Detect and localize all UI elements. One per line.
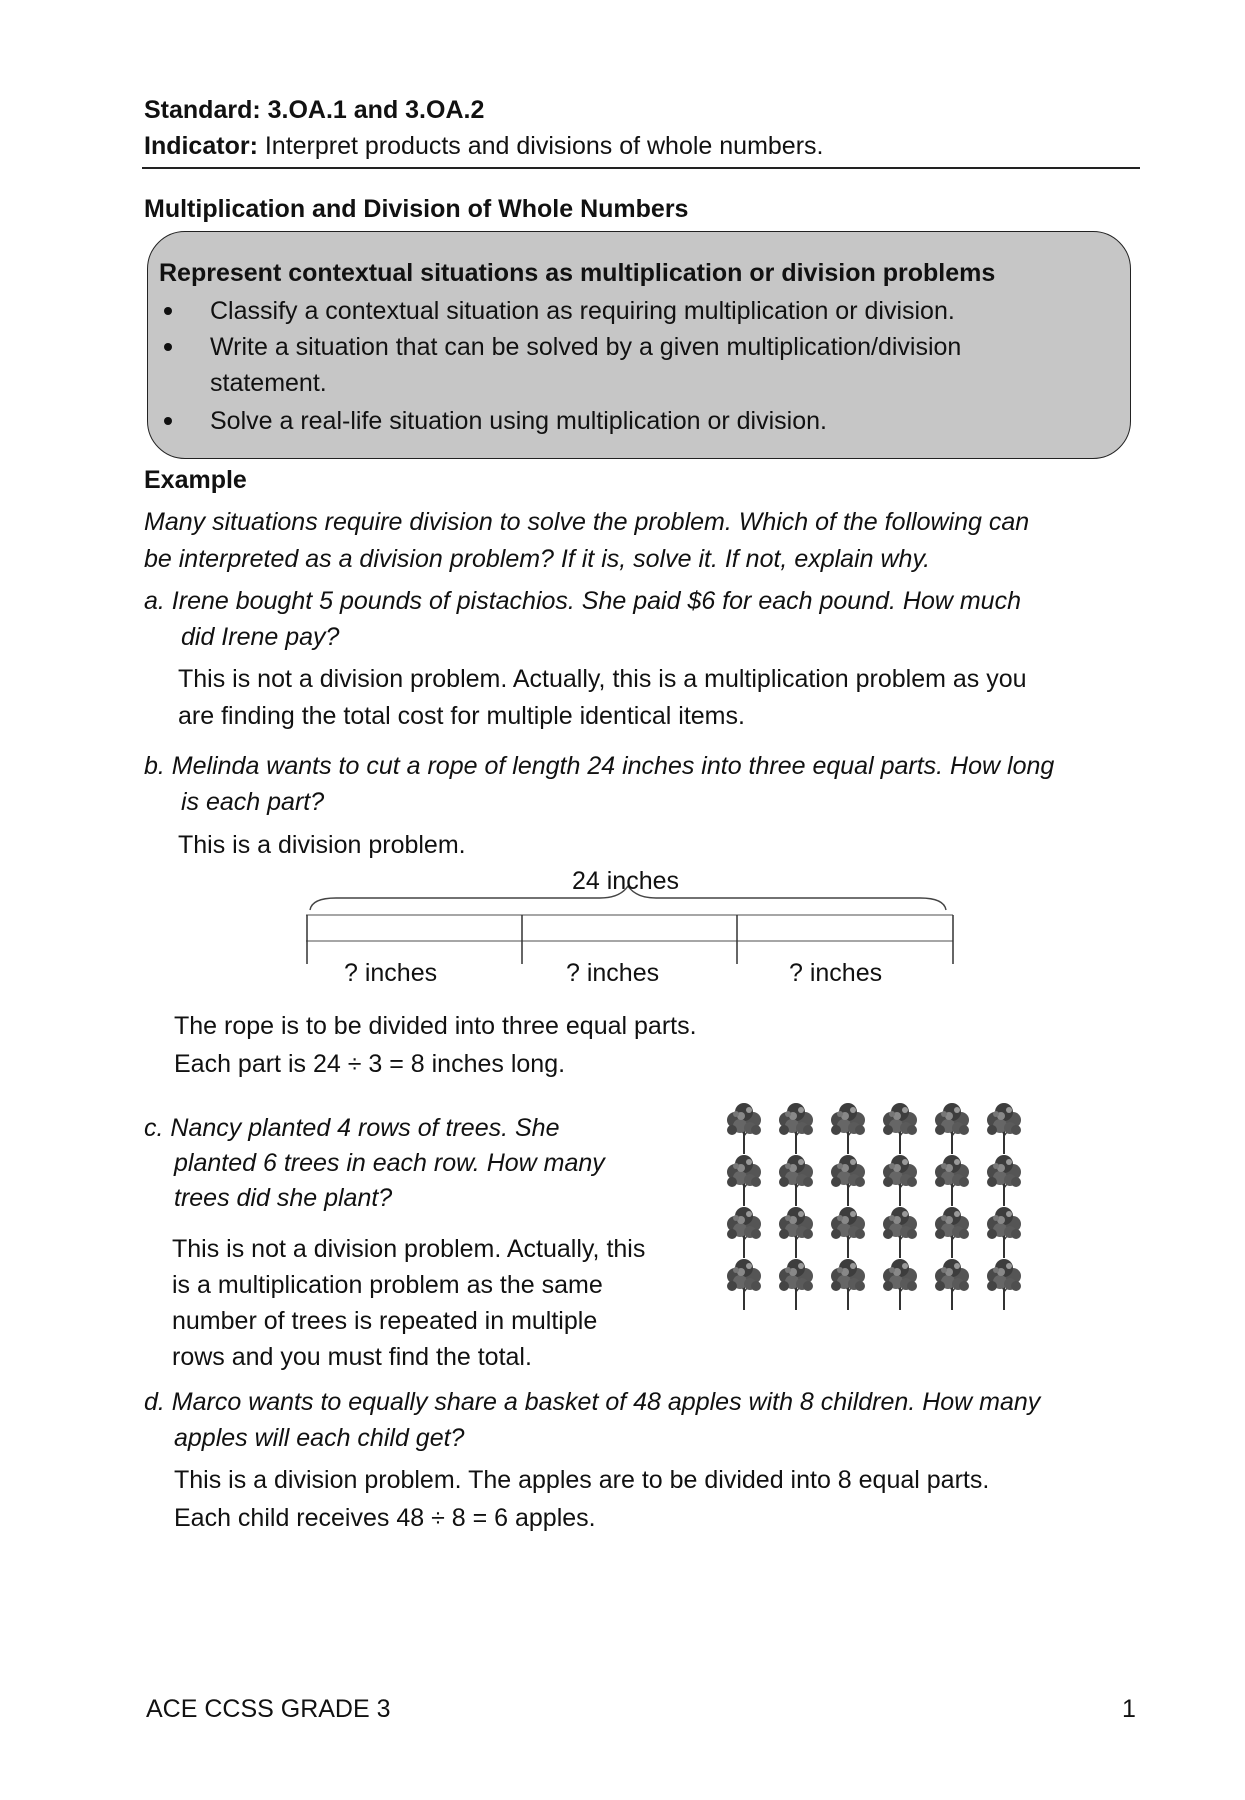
part-a-answer: This is not a division problem. Actually, this is a multiplication problem as you: [178, 665, 1027, 693]
part-a-question: a. Irene bought 5 pounds of pistachios. She paid $6 for each pound. How much: [144, 587, 1021, 615]
example-heading: Example: [144, 466, 247, 494]
section-title: Multiplication and Division of Whole Numbers: [144, 195, 689, 223]
part-c-question: trees did she plant?: [174, 1184, 393, 1212]
part-b-answer: This is a division problem.: [178, 831, 466, 859]
part-c-answer: rows and you must find the total.: [172, 1343, 532, 1371]
tree-icon: [831, 1103, 865, 1154]
indicator-text: Interpret products and divisions of whole numbers.: [257, 132, 824, 160]
objectives-title: Represent contextual situations as multiplication or division problems: [159, 259, 996, 287]
tree-icon: [987, 1207, 1021, 1258]
tree-icon: [779, 1155, 813, 1206]
part-c-answer: is a multiplication problem as the same: [172, 1271, 603, 1299]
part-b-question: is each part?: [181, 788, 325, 816]
tree-icon: [779, 1207, 813, 1258]
tree-icon: [935, 1103, 969, 1154]
tree-icon: [727, 1207, 761, 1258]
tree-icon: [883, 1103, 917, 1154]
footer-title: ACE CCSS GRADE 3: [146, 1695, 391, 1723]
part-c-question: planted 6 trees in each row. How many: [174, 1149, 605, 1177]
objective-item: Classify a contextual situation as requiring multiplication or division.: [210, 297, 955, 325]
tree-icon: [935, 1155, 969, 1206]
indicator-label: Indicator:: [144, 132, 258, 160]
segment-label: ? inches: [344, 959, 438, 987]
example-intro: Many situations require division to solve the problem. Which of the following can: [144, 508, 1030, 536]
part-c-answer: number of trees is repeated in multiple: [172, 1307, 598, 1335]
rope-total-label: 24 inches: [572, 867, 680, 895]
part-d-answer: Each child receives 48 ÷ 8 = 6 apples.: [174, 1504, 596, 1532]
part-d-question: d. Marco wants to equally share a basket of 48 apples with 8 children. How many: [144, 1388, 1041, 1416]
tree-icon: [883, 1207, 917, 1258]
example-intro: be interpreted as a division problem? If it is, solve it. If not, explain why.: [144, 545, 931, 573]
part-c-answer: This is not a division problem. Actually, this: [172, 1235, 646, 1263]
tree-icon: [987, 1103, 1021, 1154]
part-b-solution: The rope is to be divided into three equal parts.: [174, 1012, 697, 1040]
part-b-solution: Each part is 24 ÷ 3 = 8 inches long.: [174, 1050, 566, 1078]
tree-icon: [779, 1103, 813, 1154]
tree-icon: [727, 1155, 761, 1206]
tree-icon: [935, 1207, 969, 1258]
part-a-answer: are finding the total cost for multiple identical items.: [178, 702, 745, 730]
tree-icon: [987, 1259, 1021, 1310]
part-c-question: c. Nancy planted 4 rows of trees. She: [144, 1114, 560, 1142]
tree-icon: [883, 1155, 917, 1206]
objective-item-continued: statement.: [210, 369, 327, 397]
part-a-question: did Irene pay?: [181, 623, 340, 651]
part-d-answer: This is a division problem. The apples are to be divided into 8 equal parts.: [174, 1466, 990, 1494]
tree-icon: [831, 1259, 865, 1310]
objective-item: Write a situation that can be solved by a given multiplication/division: [210, 333, 962, 361]
tree-icon: [883, 1259, 917, 1310]
part-b-question: b. Melinda wants to cut a rope of length 24 inches into three equal parts. How long: [144, 752, 1055, 780]
tree-grid: [722, 1098, 1042, 1318]
tree-icon: [727, 1259, 761, 1310]
page-number: 1: [1122, 1695, 1136, 1723]
tree-icon: [987, 1155, 1021, 1206]
tree-icon: [831, 1155, 865, 1206]
segment-label: ? inches: [789, 959, 883, 987]
part-d-question: apples will each child get?: [174, 1424, 465, 1452]
tree-icon: [727, 1103, 761, 1154]
tree-icon: [779, 1259, 813, 1310]
tree-icon: [831, 1207, 865, 1258]
objective-item: Solve a real-life situation using multiplication or division.: [210, 407, 827, 435]
standard-label: Standard: 3.OA.1 and 3.OA.2: [144, 96, 485, 124]
tree-icon: [935, 1259, 969, 1310]
segment-label: ? inches: [566, 959, 660, 987]
